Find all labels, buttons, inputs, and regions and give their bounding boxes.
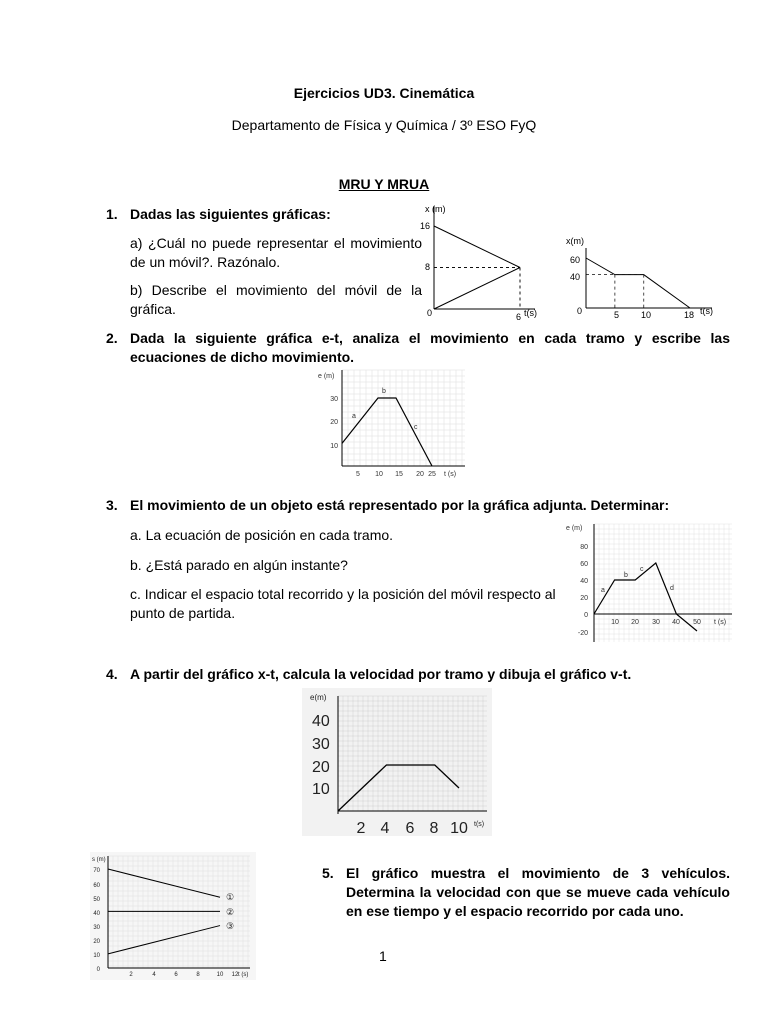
ex4-chart-x-t [302, 688, 492, 836]
ex3-number: 3. [106, 497, 118, 513]
xtick-2: 2 [129, 972, 133, 978]
ytick-10: 10 [330, 443, 338, 450]
ytick-40: 40 [93, 911, 100, 917]
series-line-1 [342, 398, 432, 466]
ex4-number: 4. [106, 666, 118, 682]
xtick-30: 30 [652, 619, 660, 626]
series-line-1 [594, 563, 697, 631]
xtick-0: 0 [427, 308, 433, 318]
xtick-4: 4 [380, 820, 390, 836]
ytick-40: 40 [312, 713, 330, 730]
xlabel: t (s) [238, 972, 249, 978]
ytick-20: 20 [93, 939, 100, 945]
ex3-question-b: b. ¿Está parado en algún instante? [130, 557, 348, 573]
xlabel: t (s) [444, 471, 457, 478]
ytick-20: 20 [580, 595, 588, 602]
xlabel: t(s) [474, 821, 485, 828]
ex3-question-c: c. Indicar el espacio total recorrido y la posición del móvil respecto al punto de partida. [130, 586, 556, 621]
ex5-number: 5. [322, 865, 334, 881]
xtick-12: 12 [231, 972, 239, 978]
xtick-15: 15 [395, 471, 403, 478]
ylabel: x(m) [566, 236, 584, 246]
ytick-50: 50 [93, 897, 100, 903]
xtick-20: 20 [416, 471, 424, 478]
page-number: 1 [379, 948, 387, 964]
ex3-question-a: a. La ecuación de posición en cada tramo. [130, 527, 394, 543]
label-c: c [640, 566, 644, 573]
xtick-40: 40 [672, 619, 680, 626]
xtick-4: 4 [152, 972, 156, 978]
label-a: a [601, 587, 605, 594]
label-d: d [670, 585, 674, 592]
ex1-heading: Dadas las siguientes gráficas: [130, 206, 331, 222]
label-a: a [352, 413, 356, 420]
ytick-60: 60 [93, 883, 100, 889]
series-line-1 [434, 226, 520, 268]
ytick-40: 40 [570, 272, 581, 282]
ex3-text: El movimiento de un objeto está representado por la gráfica adjunta. Determinar: [130, 497, 670, 513]
ylabel: e (m) [318, 373, 335, 380]
ytick-20: 20 [312, 759, 330, 776]
ytick-30: 30 [93, 925, 100, 931]
ytick-70: 70 [93, 868, 100, 874]
xtick-6: 6 [516, 312, 522, 322]
label-c: c [414, 424, 418, 431]
chart-paper [302, 688, 492, 836]
ex1-number: 1. [106, 206, 118, 222]
ylabel: s (m) [92, 857, 106, 863]
ytick-0: 0 [584, 612, 588, 619]
ex1-chart-x-t-1 [410, 198, 540, 326]
xtick-6: 6 [405, 820, 415, 836]
xtick-25: 25 [428, 471, 436, 478]
xtick-10: 10 [216, 972, 224, 978]
ytick-30: 30 [312, 736, 330, 753]
xtick-2: 2 [356, 820, 366, 836]
ex2-number: 2. [106, 330, 118, 346]
xtick-10: 10 [450, 820, 468, 836]
xtick-8: 8 [429, 820, 439, 836]
ytick-60: 60 [580, 561, 588, 568]
ytick-10: 10 [93, 953, 100, 959]
series-line-2 [434, 268, 520, 310]
ytick-16: 16 [419, 221, 430, 231]
document-subtitle: Departamento de Física y Química / 3º ESO FyQ [231, 117, 537, 133]
ex5-text: El gráfico muestra el movimiento de 3 vehículos. Determina la velocidad con que se mueve cada vehículo en ese tiempo y el espacio recorrido por cada uno. [346, 865, 730, 919]
ex3-chart-e-t [560, 520, 738, 650]
label-b: b [624, 572, 628, 579]
ytick-minus-20: -20 [577, 630, 588, 637]
ylabel: x (m) [425, 204, 446, 214]
xtick-20: 20 [631, 619, 639, 626]
document-title: Ejercicios UD3. Cinemática [293, 85, 475, 101]
section-heading: MRU Y MRUA [338, 176, 430, 192]
xtick-50: 50 [693, 619, 701, 626]
ytick-8: 8 [424, 262, 430, 272]
ylabel: e (m) [566, 525, 583, 532]
xtick-6: 6 [174, 972, 178, 978]
ex2-chart-e-t [310, 366, 470, 484]
ytick-60: 60 [570, 255, 581, 265]
label-b: b [382, 388, 386, 395]
ex1-chart-x-t-2 [562, 232, 722, 322]
xtick-10: 10 [641, 310, 652, 320]
xtick-10: 10 [375, 471, 383, 478]
xtick-10: 10 [611, 619, 619, 626]
ex1-question-b: b) Describe el movimiento del móvil de la gráfica. [130, 282, 422, 317]
xlabel: t(s) [524, 308, 537, 318]
ytick-30: 30 [330, 396, 338, 403]
ex5-chart-s-t [90, 852, 256, 980]
series-3-label: ③ [226, 921, 235, 931]
xlabel: t (s) [714, 619, 727, 626]
xtick-5: 5 [356, 471, 360, 478]
ex4-text: A partir del gráfico x-t, calcula la velocidad por tramo y dibuja el gráfico v-t. [130, 666, 632, 682]
xtick-0: 0 [577, 306, 583, 316]
ytick-10: 10 [312, 781, 330, 798]
xtick-18: 18 [684, 310, 695, 320]
ytick-0: 0 [96, 967, 100, 973]
ex2-text: Dada la siguiente gráfica e-t, analiza el movimiento en cada tramo y escribe las ecuaciones de dicho movimiento. [130, 330, 730, 365]
series-1-label: ① [226, 892, 235, 902]
ytick-80: 80 [580, 544, 588, 551]
xtick-5: 5 [614, 310, 620, 320]
ytick-40: 40 [580, 578, 588, 585]
xlabel: t(s) [700, 306, 713, 316]
series-2-label: ② [226, 907, 235, 917]
series-line-1 [586, 258, 690, 308]
ylabel: e(m) [310, 693, 327, 702]
xtick-8: 8 [196, 972, 200, 978]
ytick-20: 20 [330, 419, 338, 426]
ex1-question-a: a) ¿Cuál no puede representar el movimiento de un móvil?. Razónalo. [130, 235, 422, 270]
